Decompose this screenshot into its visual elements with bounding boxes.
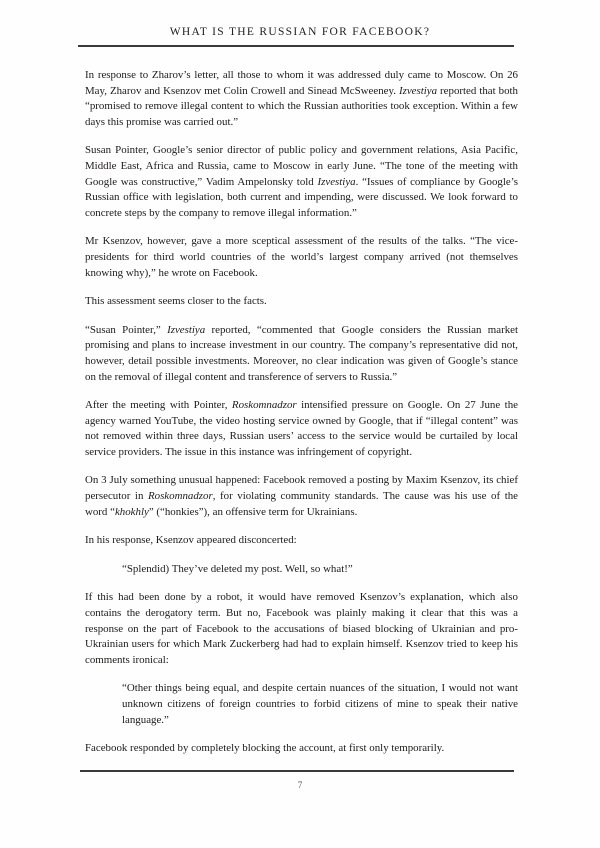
body-paragraph <box>85 234 518 281</box>
body-paragraph <box>85 398 518 460</box>
block-quote <box>85 562 518 578</box>
body-paragraph <box>85 68 518 130</box>
italic-text-run: khokhly <box>114 505 149 518</box>
italic-text-run: Roskomnadzor <box>231 399 297 412</box>
italic-text-run: Izvestiya <box>398 84 438 97</box>
footer-rule <box>80 770 514 772</box>
text-run: In response to Zharov’s letter, all those to whom it was addressed duly came to Moscow. On 26 May, Zharov and Ksenzov met Colin Crowell and Sinead McSweeney. <box>85 69 518 97</box>
text-run: On 3 July something unusual happened: Facebook removed a posting by Maxim Ksenzov, its chief persecutor in <box>85 474 518 503</box>
text-run: In his response, Ksenzov appeared disconcerted: <box>85 534 297 547</box>
text-run: , for violating community standards. The cause was his use of the word “ <box>85 490 518 518</box>
page-header-title: WHAT IS THE RUSSIAN FOR FACEBOOK? <box>169 26 431 38</box>
text-run: “Splendid) They’ve deleted my post. Well, so what!” <box>122 562 353 575</box>
text-run: “Susan Pointer,” <box>85 323 168 336</box>
body-paragraph <box>85 590 518 668</box>
page-number: 7 <box>297 780 303 790</box>
text-run: Facebook responded by completely blocking the account, at first only temporarily. <box>85 742 445 755</box>
text-run: “Other things being equal, and despite certain nuances of the situation, I would not want unknown citizens of foreign countries to forbid citizens of mine to speak their native language.” <box>122 682 518 726</box>
italic-text-run: Roskomnadzor <box>147 490 213 503</box>
body-paragraph <box>85 533 518 549</box>
body-paragraph <box>85 473 518 520</box>
text-run: ” (“honkies”), an offensive term for Ukrainians. <box>148 505 358 518</box>
body-paragraph <box>85 143 518 221</box>
text-run: . “Issues of compliance by Google’s Russian office with legislation, both current and impending, were discussed. We look forward to concrete steps by the company to remove illegal information.” <box>85 175 518 219</box>
italic-text-run: Izvestiya <box>167 323 206 336</box>
body-paragraph <box>85 741 518 757</box>
text-run: reported, “commented that Google considers the Russian market promising and plans to increase investment in our country. The company’s representative did not, however, detail possible investments. Moreover, no clear indication was given of Google’s stance on the removal of illegal content and transference of servers to Russia.” <box>85 323 518 383</box>
text-run: Mr Ksenzov, however, gave a more sceptical assessment of the results of the talks. “The vice-presidents for third world countries of the world’s largest company arrived (not themselves knowing why),” he wrote on Facebook. <box>85 235 518 279</box>
header-rule <box>78 45 514 47</box>
italic-text-run: Izvestiya <box>317 175 356 188</box>
text-run: Susan Pointer, Google’s senior director of public policy and government relations, Asia Pacific, Middle East, Africa and Russia, came to Moscow in early June. “The tone of the meeting with Google was constructive,” Vadim Ampelonsky told <box>85 144 518 188</box>
text-run: If this had been done by a robot, it would have removed Ksenzov’s explanation, which also contains the derogatory term. But no, Facebook was plainly making it clear that this was a response on the part of Facebook to the accusations of biased blocking of Ukrainian and pro-Ukrainian users for which Mark Zuckerberg had had to explain himself. Ksenzov tried to keep his comments ironical: <box>85 591 518 666</box>
body-paragraph <box>85 294 518 310</box>
text-run: After the meeting with Pointer, <box>85 399 232 412</box>
text-run: reported that both “promised to remove illegal content to which the Russian authorities took exception. Within a few days this promise was carried out.” <box>85 84 518 128</box>
text-run: This assessment seems closer to the facts. <box>85 295 267 308</box>
text-run: intensified pressure on Google. On 27 June the agency warned YouTube, the video hosting service owned by Google, that if “illegal content” was not removed within three days, Russian users’ access to the service would be curtailed by local service providers. The issue in this instance was infringement of copyright. <box>85 399 518 458</box>
article-body <box>85 68 518 770</box>
block-quote <box>85 681 518 728</box>
body-paragraph <box>85 323 518 385</box>
